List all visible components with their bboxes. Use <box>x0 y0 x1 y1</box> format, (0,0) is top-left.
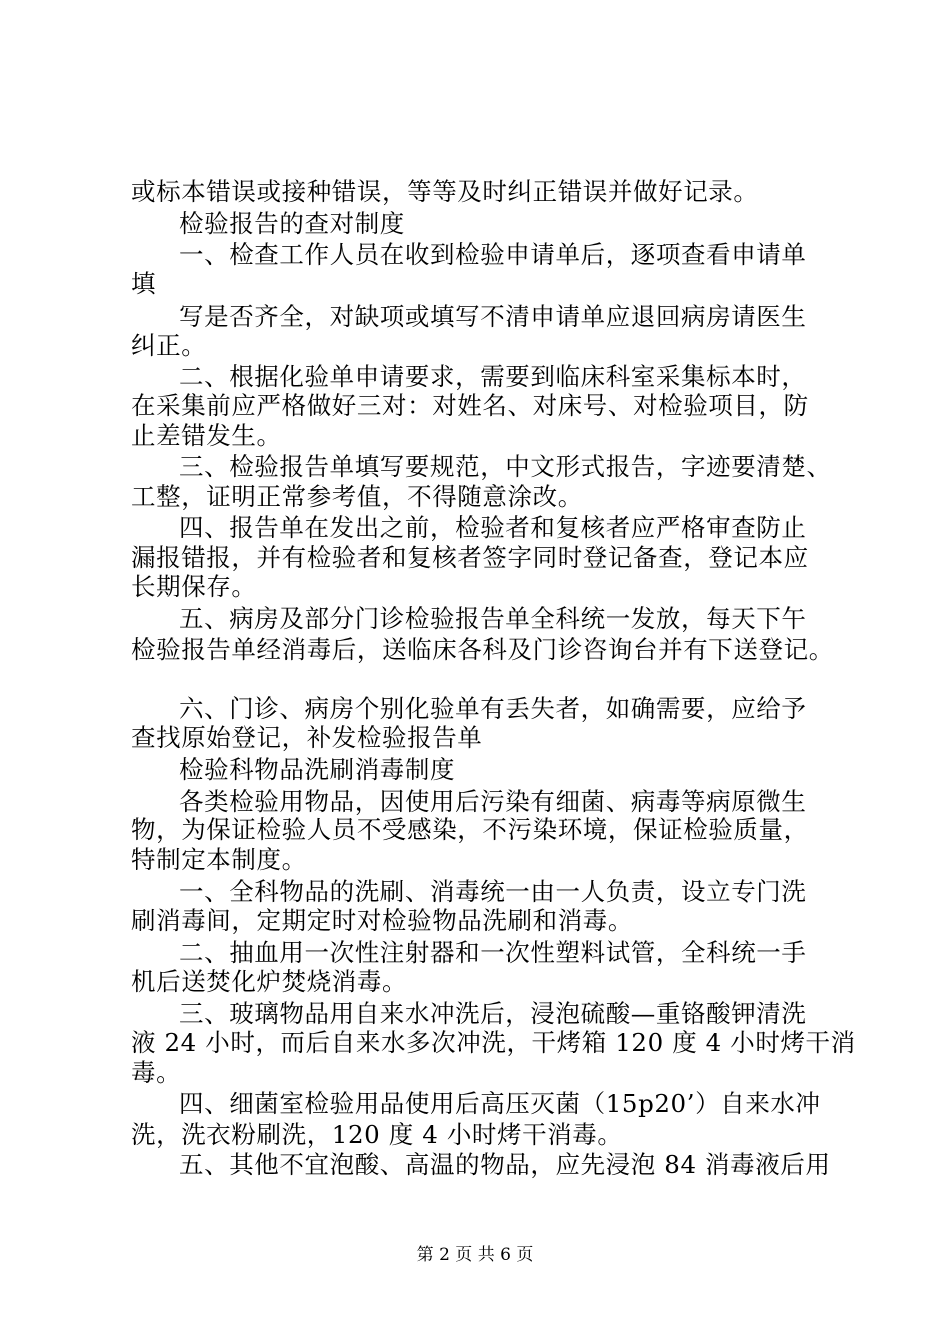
text-line: 二、抽血用一次性注射器和一次性塑料试管，全科统一手 <box>179 938 807 967</box>
text-line: 在采集前应严格做好三对：对姓名、对床号、对检验项目，防 <box>131 391 809 420</box>
text-line: 毒。 <box>131 1058 182 1087</box>
text-line: 三、玻璃物品用自来水冲洗后，浸泡硫酸—重铬酸钾清洗 <box>179 999 807 1028</box>
section-heading: 检验科物品洗刷消毒制度 <box>179 755 456 784</box>
text-line: 长期保存。 <box>131 572 257 601</box>
text-line: 四、报告单在发出之前，检验者和复核者应严格审查防止 <box>179 513 807 542</box>
page-number-footer: 第 2 页 共 6 页 <box>416 1245 534 1265</box>
section-heading: 检验报告的查对制度 <box>179 209 405 238</box>
text-line: 查找原始登记，补发检验报告单 <box>131 723 483 752</box>
text-line: 漏报错报，并有检验者和复核者签字同时登记备查，登记本应 <box>131 543 809 572</box>
text-line: 填 <box>131 269 157 298</box>
text-line: 各类检验用物品，因使用后污染有细菌、病毒等病原微生 <box>179 787 807 816</box>
text-line: 写是否齐全，对缺项或填写不清申请单应退回病房请医生 <box>179 302 807 331</box>
text-line: 刷消毒间，定期定时对检验物品洗刷和消毒。 <box>131 906 633 935</box>
text-line: 或标本错误或接种错误，等等及时纠正错误并做好记录。 <box>131 177 759 206</box>
text-line: 五、病房及部分门诊检验报告单全科统一发放，每天下午 <box>179 604 807 633</box>
text-line: 洗，洗衣粉刷洗，120 度 4 小时烤干消毒。 <box>131 1120 623 1149</box>
text-line: 二、根据化验单申请要求，需要到临床科室采集标本时， <box>179 362 807 391</box>
text-line: 止差错发生。 <box>131 421 282 450</box>
text-line: 六、门诊、病房个别化验单有丢失者，如确需要，应给予 <box>179 694 807 723</box>
text-line: 纠正。 <box>131 331 207 360</box>
text-line: 五、其他不宜泡酸、高温的物品，应先浸泡 84 消毒液后用 <box>179 1150 831 1179</box>
text-line: 液 24 小时，而后自来水多次冲洗，干烤箱 120 度 4 小时烤干消 <box>131 1028 856 1057</box>
text-line: 检验报告单经消毒后，送临床各科及门诊咨询台并有下送登记。 <box>131 635 834 664</box>
text-line: 一、检查工作人员在收到检验申请单后，逐项查看申请单 <box>179 240 807 269</box>
text-line: 三、检验报告单填写要规范，中文形式报告，字迹要清楚、 <box>179 452 832 481</box>
text-line: 物，为保证检验人员不受感染，不污染环境，保证检验质量， <box>131 815 809 844</box>
text-line: 工整，证明正常参考值，不得随意涂改。 <box>131 482 583 511</box>
text-line: 一、全科物品的洗刷、消毒统一由一人负责，设立专门洗 <box>179 877 807 906</box>
text-line: 特制定本制度。 <box>131 845 307 874</box>
text-line: 四、细菌室检验用品使用后高压灭菌（15p20’）自来水冲 <box>179 1089 821 1118</box>
text-line: 机后送焚化炉焚烧消毒。 <box>131 967 408 996</box>
